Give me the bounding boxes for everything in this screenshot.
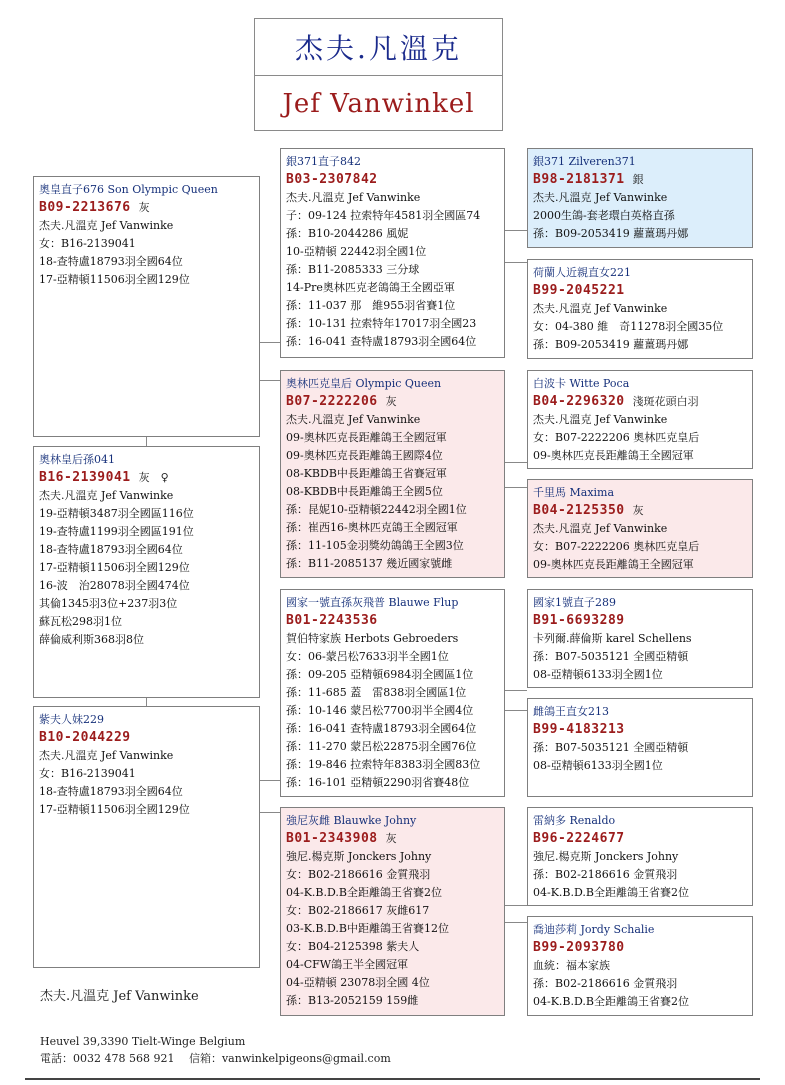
connector-line (505, 230, 527, 231)
pedigree-card-grandsire-1 (280, 148, 505, 358)
card-line: 孫：19-846 拉索特年8383羽全國83位 (286, 758, 481, 771)
card-line: 18-查特盧18793羽全國64位 (39, 785, 183, 798)
pigeon-name: 奧皇直子676 Son Olympic Queen (39, 183, 218, 196)
color-tag: 灰 (385, 832, 397, 845)
card-line: 孫：16-101 亞精頓2290羽省賽48位 (286, 776, 470, 789)
card-line: 19-亞精頓3487羽全國區116位 (39, 507, 194, 520)
ring-number: B99-2045221 (533, 283, 625, 298)
card-line: 04-亞精頓 23078羽全國 4位 (286, 976, 430, 989)
card-line: 10-亞精頓 22442羽全國1位 (286, 245, 427, 258)
card-line: 03-K.B.D.B中距離鴿王省賽12位 (286, 922, 450, 935)
pigeon-name: 銀371直子842 (286, 155, 361, 168)
pedigree-header (254, 18, 503, 131)
ring-number: B99-4183213 (533, 722, 625, 737)
pedigree-card-ggd-3 (527, 698, 753, 797)
card-line: 16-波 治28078羽全國474位 (39, 579, 190, 592)
card-line: 17-亞精頓11506羽全國129位 (39, 273, 190, 286)
pedigree-card-granddam-2 (280, 807, 505, 1016)
card-line: 強尼.楊克斯 Jonckers Johny (533, 850, 679, 863)
pedigree-card-ggd-2 (527, 479, 753, 578)
card-line: 賀伯特家族 Herbots Gebroeders (286, 632, 459, 645)
card-line: 杰夫.凡溫克 Jef Vanwinke (533, 191, 668, 204)
card-line: 孫：B02-2186616 金質飛羽 (533, 868, 678, 881)
card-line: 杰夫.凡溫克 Jef Vanwinke (286, 191, 421, 204)
color-tag: 銀 (632, 173, 644, 186)
card-line: 女：B16-2139041 (39, 237, 136, 250)
pigeon-name: 奧林皇后孫041 (39, 453, 115, 466)
pigeon-name: 國家一號直孫灰飛普 Blauwe Flup (286, 596, 459, 609)
card-line: 04-K.B.D.B全距離鴿王省賽2位 (533, 995, 690, 1008)
card-line: 14-Pre奧林匹克老鴿鴿王全國亞軍 (286, 281, 455, 294)
connector-line (505, 462, 527, 463)
ring-number: B04-2296320 (533, 394, 625, 409)
footer-address: Heuvel 39,3390 Tielt-Winge Belgium (40, 1035, 246, 1048)
pedigree-card-ggs-2 (527, 370, 753, 469)
connector-line (505, 690, 527, 691)
card-line: 孫：B09-2053419 蘿薑瑪丹娜 (533, 338, 689, 351)
card-line: 孫：B09-2053419 蘿薑瑪丹娜 (533, 227, 689, 240)
pigeon-name: 雌鴿王直女213 (533, 705, 609, 718)
pigeon-name: 雷納多 Renaldo (533, 814, 616, 827)
color-tag: 灰 (138, 201, 150, 214)
ring-number: B04-2125350 (533, 503, 625, 518)
connector-line (260, 812, 280, 813)
footer-owner-name: 杰夫.凡溫克 Jef Vanwinke (40, 989, 199, 1004)
connector-line (146, 437, 147, 446)
pigeon-name: 奧林匹克皇后 Olympic Queen (286, 377, 442, 390)
card-line: 女：06-蒙呂松7633羽半全國1位 (286, 650, 449, 663)
card-line: 孫：16-041 查特盧18793羽全國64位 (286, 335, 477, 348)
ring-number: B98-2181371 (533, 172, 625, 187)
footer-contact-block (40, 1033, 391, 1067)
card-line: 孫：16-041 查特盧18793羽全國64位 (286, 722, 477, 735)
card-line: 孫：09-205 亞精頓6984羽全國區1位 (286, 668, 474, 681)
card-line: 08-KBDB中長距離鴿王省賽冠軍 (286, 467, 447, 480)
card-line: 子：09-124 拉索特年4581羽全國區74 (286, 209, 481, 222)
ring-number: B01-2343908 (286, 831, 378, 846)
pigeon-name: 荷蘭人近親直女221 (533, 266, 631, 279)
card-line: 04-CFW鴿王半全國冠軍 (286, 958, 409, 971)
card-line: 孫：10-131 拉索特年17017羽全國23 (286, 317, 477, 330)
color-tag: 灰 ♀ (138, 471, 169, 484)
pedigree-card-subject (33, 446, 260, 698)
card-line: 09-奧林匹克長距離鴿王全國冠軍 (533, 558, 694, 571)
card-line: 女：B16-2139041 (39, 767, 136, 780)
connector-line (260, 342, 280, 343)
connector-line (505, 922, 527, 923)
card-line: 17-亞精頓11506羽全國129位 (39, 561, 190, 574)
ring-number: B16-2139041 (39, 470, 131, 485)
card-line: 孫：B02-2186616 金質飛羽 (533, 977, 678, 990)
card-line: 04-K.B.D.B全距離鴿王省賽2位 (533, 886, 690, 899)
pedigree-card-ggd-4 (527, 916, 753, 1016)
card-line: 卡列爾.薛倫斯 karel Schellens (533, 632, 692, 645)
connector-line (505, 905, 527, 906)
card-line: 杰夫.凡溫克 Jef Vanwinke (533, 302, 668, 315)
card-line: 09-奧林匹克長距離鴿王全國冠軍 (533, 449, 694, 462)
card-line: 杰夫.凡溫克 Jef Vanwinke (39, 489, 174, 502)
card-line: 孫：崔西16-奧林匹克鴿王全國冠軍 (286, 521, 458, 534)
card-line: 女：B07-2222206 奧林匹克皇后 (533, 431, 700, 444)
card-line: 杰夫.凡溫克 Jef Vanwinke (533, 413, 668, 426)
pigeon-name: 千里馬 Maxima (533, 486, 615, 499)
card-line: 孫：11-685 蓋 雷838羽全國區1位 (286, 686, 467, 699)
pedigree-card-ggs-1 (527, 148, 753, 248)
connector-line (260, 780, 280, 781)
card-line: 19-查特盧1199羽全國區191位 (39, 525, 194, 538)
pedigree-card-ggd-1 (527, 259, 753, 359)
connector-line (505, 710, 527, 711)
connector-line (260, 380, 280, 381)
card-line: 女：04-380 維 奇11278羽全國35位 (533, 320, 724, 333)
pedigree-card-ggs-4 (527, 807, 753, 906)
card-line: 其倫1345羽3位+237羽3位 (39, 597, 178, 610)
card-line: 孫：昆妮10-亞精頓22442羽全國1位 (286, 503, 467, 516)
card-line: 08-亞精頓6133羽全國1位 (533, 759, 663, 772)
connector-line (505, 487, 527, 488)
ring-number: B91-6693289 (533, 613, 625, 628)
pigeon-name: 白波卡 Witte Poca (533, 377, 630, 390)
card-line: 孫：B10-2044286 風妮 (286, 227, 409, 240)
card-line: 孫：11-270 蒙呂松22875羽全國76位 (286, 740, 477, 753)
card-line: 18-查特盧18793羽全國64位 (39, 255, 183, 268)
card-line: 孫：B11-2085137 幾近國家號雌 (286, 557, 453, 570)
card-line: 女：B02-2186616 金質飛羽 (286, 868, 431, 881)
card-line: 08-KBDB中長距離鴿王全國5位 (286, 485, 443, 498)
card-line: 薛倫威利斯368羽8位 (39, 633, 144, 646)
card-line: 09-奧林匹克長距離鴿王全國冠軍 (286, 431, 447, 444)
pedigree-card-ggs-3 (527, 589, 753, 688)
card-line: 18-查特盧18793羽全國64位 (39, 543, 183, 556)
connector-line (505, 262, 527, 263)
pedigree-card-dam (33, 706, 260, 968)
owner-name-chinese: 杰夫.凡溫克 (255, 19, 502, 76)
card-line: 血統：福本家族 (533, 959, 610, 972)
card-line: 孫：B11-2085333 三分球 (286, 263, 420, 276)
card-line: 08-亞精頓6133羽全國1位 (533, 668, 663, 681)
card-line: 杰夫.凡溫克 Jef Vanwinke (533, 522, 668, 535)
card-line: 孫：10-146 蒙呂松7700羽半全國4位 (286, 704, 474, 717)
ring-number: B07-2222206 (286, 394, 378, 409)
card-line: 09-奧林匹克長距離鴿王國際4位 (286, 449, 443, 462)
card-line: 杰夫.凡溫克 Jef Vanwinke (39, 219, 174, 232)
card-line: 孫：B07-5035121 全國亞精頓 (533, 741, 689, 754)
ring-number: B01-2243536 (286, 613, 378, 628)
pedigree-card-granddam-1 (280, 370, 505, 578)
card-line: 杰夫.凡溫克 Jef Vanwinke (286, 413, 421, 426)
card-line: 女：B02-2186617 灰雌617 (286, 904, 430, 917)
ring-number: B99-2093780 (533, 940, 625, 955)
color-tag: 灰 (632, 504, 644, 517)
pigeon-name: 強尼灰雌 Blauwke Johny (286, 814, 417, 827)
footer-phone-email: 電話：0032 478 568 921 信箱：vanwinkelpigeons@gmail.com (40, 1052, 391, 1065)
card-line: 2000生鴿-套老環白英格直孫 (533, 209, 675, 222)
card-line: 孫：11-105金羽獎幼鴿鴿王全國3位 (286, 539, 464, 552)
ring-number: B96-2224677 (533, 831, 625, 846)
color-tag: 灰 (385, 395, 397, 408)
card-line: 女：B07-2222206 奧林匹克皇后 (533, 540, 700, 553)
card-line: 蘇瓦松298羽1位 (39, 615, 122, 628)
card-line: 女：B04-2125398 紫夫人 (286, 940, 420, 953)
color-tag: 淺斑花頭白羽 (632, 395, 699, 408)
owner-name-english: Jef Vanwinkel (282, 89, 475, 119)
card-line: 孫：11-037 那 維955羽省賽1位 (286, 299, 456, 312)
pigeon-name: 銀371 Zilveren371 (533, 155, 636, 168)
card-line: 孫：B13-2052159 159雌 (286, 994, 419, 1007)
pedigree-card-grandsire-2 (280, 589, 505, 797)
card-line: 孫：B07-5035121 全國亞精頓 (533, 650, 689, 663)
card-line: 杰夫.凡溫克 Jef Vanwinke (39, 749, 174, 762)
card-line: 04-K.B.D.B全距離鴿王省賽2位 (286, 886, 443, 899)
pigeon-name: 國家1號直子289 (533, 596, 616, 609)
ring-number: B03-2307842 (286, 172, 378, 187)
footer-divider (25, 1078, 760, 1080)
card-line: 強尼.楊克斯 Jonckers Johny (286, 850, 432, 863)
ring-number: B09-2213676 (39, 200, 131, 215)
connector-line (146, 698, 147, 706)
card-line: 17-亞精頓11506羽全國129位 (39, 803, 190, 816)
pigeon-name: 喬迪莎莉 Jordy Schalie (533, 923, 655, 936)
ring-number: B10-2044229 (39, 730, 131, 745)
pedigree-card-sire (33, 176, 260, 437)
pigeon-name: 紫夫人妹229 (39, 713, 104, 726)
